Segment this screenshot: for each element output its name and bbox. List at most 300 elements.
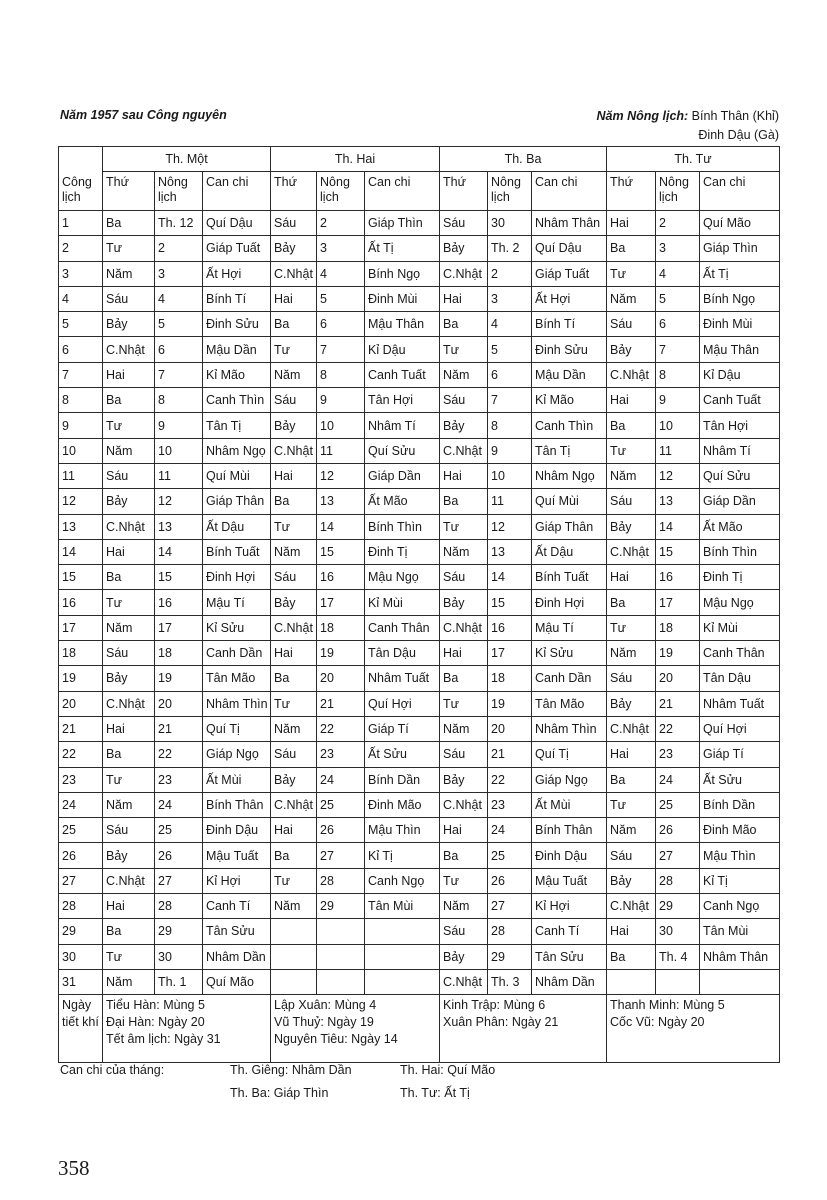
canchi-cell: Tân Hợi	[700, 413, 780, 438]
canchi-cell: Quí Dậu	[532, 236, 607, 261]
weekday-cell: C.Nhật	[271, 615, 317, 640]
canchi-cell: Đinh Mùi	[700, 312, 780, 337]
table-row	[59, 919, 780, 944]
gregorian-day-cell: 11	[59, 463, 103, 488]
canchi-cell: Bính Tuất	[532, 565, 607, 590]
solar-term: Đại Hàn: Ngày 20	[106, 1015, 205, 1030]
canchi-cell: Mậu Tuất	[532, 868, 607, 893]
lunar-day-cell	[656, 969, 700, 994]
weekday-cell: Ba	[271, 489, 317, 514]
weekday-cell: Bảy	[440, 413, 488, 438]
canchi-cell: Canh Thìn	[532, 413, 607, 438]
lunar-day-cell: 9	[656, 388, 700, 413]
canchi-cell: Ất Mão	[365, 489, 440, 514]
table-row	[59, 236, 780, 261]
weekday-cell: Sáu	[607, 666, 656, 691]
weekday-cell: Ba	[271, 666, 317, 691]
canchi-cell: Canh Tí	[532, 919, 607, 944]
lunar-day-cell: 4	[488, 312, 532, 337]
weekday-cell	[271, 944, 317, 969]
table-row	[59, 843, 780, 868]
canchi-cell: Nhâm Thân	[700, 944, 780, 969]
canchi-cell: Quí Tị	[532, 742, 607, 767]
canchi-cell: Canh Thân	[365, 615, 440, 640]
weekday-cell: Ba	[271, 312, 317, 337]
canchi-cell: Bính Tí	[203, 286, 271, 311]
lunar-day-cell: 13	[317, 489, 365, 514]
canchi-header: Can chi	[365, 172, 440, 211]
lunar-day-cell: 14	[488, 565, 532, 590]
weekday-cell: C.Nhật	[440, 969, 488, 994]
gregorian-day-cell: 1	[59, 211, 103, 236]
table-row	[59, 337, 780, 362]
canchi-header: Can chi	[532, 172, 607, 211]
gregorian-day-cell: 17	[59, 615, 103, 640]
weekday-header: Thứ	[440, 172, 488, 211]
table-row	[59, 514, 780, 539]
lunar-day-cell: 24	[488, 818, 532, 843]
canchi-cell: Đinh Dậu	[532, 843, 607, 868]
weekday-cell: Tư	[103, 413, 155, 438]
canchi-cell: Ất Tị	[700, 261, 780, 286]
weekday-cell: Năm	[440, 362, 488, 387]
lunar-day-cell	[317, 944, 365, 969]
weekday-cell: Bảy	[271, 413, 317, 438]
weekday-cell: Bảy	[103, 489, 155, 514]
lunar-day-cell	[317, 969, 365, 994]
lunar-day-cell: 28	[488, 919, 532, 944]
canchi-cell: Tân Mùi	[700, 919, 780, 944]
weekday-header: Thứ	[607, 172, 656, 211]
calendar-table	[58, 146, 780, 1063]
canchi-cell: Giáp Ngọ	[203, 742, 271, 767]
weekday-cell: Tư	[440, 337, 488, 362]
lunar-year-label: Năm Nông lịch:	[596, 109, 689, 123]
table-row	[59, 286, 780, 311]
solar-term: Kinh Trập: Mùng 6	[443, 998, 546, 1013]
canchi-cell: Bính Thìn	[365, 514, 440, 539]
gregorian-day-cell: 5	[59, 312, 103, 337]
table-row	[59, 716, 780, 741]
canchi-cell: Quí Sửu	[365, 438, 440, 463]
lunar-day-cell: 10	[317, 413, 365, 438]
lunar-day-cell: 9	[155, 413, 203, 438]
canchi-cell: Tân Mão	[532, 691, 607, 716]
lunar-day-cell: 17	[155, 615, 203, 640]
weekday-cell: Hai	[103, 362, 155, 387]
canchi-cell: Quí Mão	[203, 969, 271, 994]
weekday-cell: Năm	[271, 539, 317, 564]
solar-term: Tiểu Hàn: Mùng 5	[106, 998, 205, 1013]
canchi-cell: Giáp Thân	[203, 489, 271, 514]
gregorian-day-cell: 16	[59, 590, 103, 615]
canchi-cell: Mậu Tí	[532, 615, 607, 640]
gregorian-day-cell: 9	[59, 413, 103, 438]
weekday-cell: Bảy	[103, 312, 155, 337]
canchi-cell: Nhâm Dần	[532, 969, 607, 994]
canchi-cell: Mậu Thìn	[365, 818, 440, 843]
weekday-cell: Năm	[607, 818, 656, 843]
lunar-day-cell: Th. 4	[656, 944, 700, 969]
lunar-day-cell: 7	[488, 388, 532, 413]
lunar-day-cell: 18	[155, 641, 203, 666]
lunar-day-cell: 27	[317, 843, 365, 868]
lunar-day-cell: 12	[317, 463, 365, 488]
lunar-day-cell: 6	[488, 362, 532, 387]
lunar-day-cell: 24	[317, 767, 365, 792]
lunar-day-cell: 9	[488, 438, 532, 463]
lunar-day-cell	[317, 919, 365, 944]
weekday-cell: Năm	[607, 286, 656, 311]
lunar-day-cell: 23	[656, 742, 700, 767]
weekday-cell: Năm	[103, 615, 155, 640]
gregorian-year-title: Năm 1957 sau Công nguyên	[60, 108, 227, 122]
weekday-cell: Tư	[607, 615, 656, 640]
canchi-cell: Mậu Tí	[203, 590, 271, 615]
gregorian-day-cell: 2	[59, 236, 103, 261]
weekday-cell: Năm	[607, 641, 656, 666]
canchi-cell: Đinh Hợi	[532, 590, 607, 615]
month-header: Th. Tư	[607, 147, 780, 172]
table-row	[59, 894, 780, 919]
weekday-cell: Năm	[271, 716, 317, 741]
lunar-day-cell: 2	[656, 211, 700, 236]
canchi-cell: Ất Tị	[365, 236, 440, 261]
weekday-cell: Hai	[440, 641, 488, 666]
table-row	[59, 463, 780, 488]
weekday-cell: Tư	[271, 691, 317, 716]
canchi-cell: Kỉ Sửu	[203, 615, 271, 640]
lunar-day-cell: 24	[155, 792, 203, 817]
weekday-cell: Ba	[440, 666, 488, 691]
canchi-cell: Giáp Dần	[700, 489, 780, 514]
weekday-cell: Năm	[271, 894, 317, 919]
canchi-cell: Nhâm Thân	[532, 211, 607, 236]
canchi-cell: Quí Mùi	[203, 463, 271, 488]
weekday-cell: Sáu	[440, 388, 488, 413]
weekday-cell: C.Nhật	[271, 438, 317, 463]
weekday-cell: Sáu	[271, 565, 317, 590]
lunar-day-cell: 29	[656, 894, 700, 919]
canchi-cell: Kỉ Mùi	[365, 590, 440, 615]
weekday-cell: Tư	[271, 514, 317, 539]
weekday-cell: Hai	[271, 463, 317, 488]
weekday-cell: C.Nhật	[271, 792, 317, 817]
lunar-day-cell: 18	[488, 666, 532, 691]
canchi-cell: Đinh Dậu	[203, 818, 271, 843]
lunar-day-cell: 16	[155, 590, 203, 615]
canchi-cell: Nhâm Tuất	[700, 691, 780, 716]
weekday-cell: Sáu	[440, 919, 488, 944]
canchi-cell: Giáp Tuất	[532, 261, 607, 286]
canchi-cell: Giáp Thìn	[365, 211, 440, 236]
canchi-cell: Quí Sửu	[700, 463, 780, 488]
lunar-day-cell: 18	[317, 615, 365, 640]
lunar-day-cell: 20	[488, 716, 532, 741]
canchi-cell: Canh Thân	[700, 641, 780, 666]
gregorian-day-cell: 19	[59, 666, 103, 691]
lunar-day-cell: 25	[155, 818, 203, 843]
lunar-day-cell: 15	[488, 590, 532, 615]
canchi-cell: Đinh Sửu	[203, 312, 271, 337]
lunar-day-cell: 12	[656, 463, 700, 488]
weekday-cell: Bảy	[440, 236, 488, 261]
canchi-cell: Ất Sửu	[365, 742, 440, 767]
canchi-cell: Nhâm Tuất	[365, 666, 440, 691]
weekday-cell: C.Nhật	[103, 868, 155, 893]
table-row	[59, 615, 780, 640]
month-header-row	[59, 147, 780, 172]
lunar-day-header: Nông lịch	[656, 172, 700, 211]
lunar-day-cell: 27	[488, 894, 532, 919]
monthly-canchi-item: Th. Ba: Giáp Thìn	[230, 1086, 329, 1100]
weekday-cell: Sáu	[271, 211, 317, 236]
lunar-day-cell: 17	[488, 641, 532, 666]
lunar-day-cell: 14	[317, 514, 365, 539]
canchi-cell: Canh Thìn	[203, 388, 271, 413]
lunar-day-cell: 17	[656, 590, 700, 615]
gregorian-day-cell: 31	[59, 969, 103, 994]
lunar-day-cell: 21	[317, 691, 365, 716]
canchi-cell: Bính Thân	[203, 792, 271, 817]
canchi-cell: Đinh Mão	[700, 818, 780, 843]
lunar-day-cell: 16	[656, 565, 700, 590]
weekday-cell: Năm	[271, 362, 317, 387]
lunar-day-cell: 21	[656, 691, 700, 716]
lunar-day-cell: 13	[488, 539, 532, 564]
lunar-day-cell: 8	[317, 362, 365, 387]
canchi-cell: Kỉ Hợi	[203, 868, 271, 893]
weekday-cell: Ba	[103, 565, 155, 590]
lunar-day-cell: 30	[488, 211, 532, 236]
lunar-day-cell: 7	[155, 362, 203, 387]
lunar-day-cell: 2	[155, 236, 203, 261]
monthly-canchi-label: Can chi của tháng:	[60, 1063, 165, 1077]
table-row	[59, 312, 780, 337]
lunar-day-cell: 20	[656, 666, 700, 691]
canchi-cell: Giáp Tí	[365, 716, 440, 741]
gregorian-day-cell: 23	[59, 767, 103, 792]
weekday-cell: Hai	[440, 463, 488, 488]
weekday-cell: Sáu	[103, 463, 155, 488]
lunar-day-cell: Th. 12	[155, 211, 203, 236]
lunar-day-cell: 9	[317, 388, 365, 413]
weekday-cell: Bảy	[103, 666, 155, 691]
canchi-cell: Giáp Tí	[700, 742, 780, 767]
weekday-cell: Hai	[607, 742, 656, 767]
solar-term: Lập Xuân: Mùng 4	[274, 998, 377, 1013]
lunar-day-cell: 14	[155, 539, 203, 564]
weekday-cell: Hai	[607, 211, 656, 236]
weekday-cell: Bảy	[271, 236, 317, 261]
page-number: 358	[58, 1156, 90, 1180]
lunar-day-cell: 6	[656, 312, 700, 337]
lunar-day-cell: 6	[155, 337, 203, 362]
solar-term: Nguyên Tiêu: Ngày 14	[274, 1032, 398, 1047]
weekday-cell: Năm	[607, 463, 656, 488]
canchi-cell: Kỉ Tị	[365, 843, 440, 868]
lunar-day-cell: 27	[155, 868, 203, 893]
weekday-cell: Năm	[103, 969, 155, 994]
canchi-cell: Giáp Tuất	[203, 236, 271, 261]
solar-terms-row	[59, 995, 780, 1063]
table-row	[59, 691, 780, 716]
table-row	[59, 944, 780, 969]
lunar-day-cell: 4	[656, 261, 700, 286]
gregorian-day-cell: 10	[59, 438, 103, 463]
monthly-canchi-item: Th. Hai: Quí Mão	[400, 1063, 496, 1077]
lunar-day-cell: 3	[656, 236, 700, 261]
canchi-cell: Tân Mão	[203, 666, 271, 691]
table-row	[59, 565, 780, 590]
weekday-cell: Hai	[271, 818, 317, 843]
weekday-cell: Hai	[103, 716, 155, 741]
canchi-cell: Ất Dậu	[532, 539, 607, 564]
weekday-cell: Tư	[103, 236, 155, 261]
weekday-cell: C.Nhật	[607, 894, 656, 919]
lunar-day-header: Nông lịch	[488, 172, 532, 211]
weekday-cell: C.Nhật	[103, 691, 155, 716]
lunar-day-cell: 12	[155, 489, 203, 514]
weekday-cell: C.Nhật	[440, 792, 488, 817]
lunar-day-cell: 11	[317, 438, 365, 463]
lunar-day-cell: 19	[488, 691, 532, 716]
weekday-cell: Hai	[271, 641, 317, 666]
canchi-cell: Mậu Dần	[203, 337, 271, 362]
lunar-day-cell: 15	[155, 565, 203, 590]
lunar-day-cell: 26	[656, 818, 700, 843]
weekday-header: Thứ	[271, 172, 317, 211]
table-row	[59, 362, 780, 387]
weekday-cell: Bảy	[103, 843, 155, 868]
canchi-cell: Nhâm Thìn	[203, 691, 271, 716]
table-row	[59, 489, 780, 514]
weekday-cell: Năm	[103, 438, 155, 463]
lunar-day-cell: 4	[155, 286, 203, 311]
table-row	[59, 641, 780, 666]
weekday-cell: Tư	[103, 944, 155, 969]
table-row	[59, 413, 780, 438]
canchi-cell: Tân Mùi	[365, 894, 440, 919]
canchi-cell: Đinh Mùi	[365, 286, 440, 311]
canchi-cell: Mậu Tuất	[203, 843, 271, 868]
weekday-cell	[607, 969, 656, 994]
gregorian-day-cell: 3	[59, 261, 103, 286]
solar-term: Thanh Minh: Mùng 5	[610, 998, 725, 1013]
weekday-cell: Tư	[607, 792, 656, 817]
lunar-day-header: Nông lịch	[317, 172, 365, 211]
solar-terms-label: Ngày tiết khí	[59, 995, 103, 1063]
lunar-day-cell: 4	[317, 261, 365, 286]
table-row	[59, 666, 780, 691]
table-row	[59, 792, 780, 817]
canchi-cell: Tân Tị	[203, 413, 271, 438]
weekday-cell: Ba	[103, 211, 155, 236]
canchi-cell: Canh Ngọ	[700, 894, 780, 919]
canchi-cell: Kỉ Mão	[203, 362, 271, 387]
canchi-cell: Mậu Ngọ	[700, 590, 780, 615]
canchi-cell: Tân Dậu	[700, 666, 780, 691]
gregorian-day-cell: 13	[59, 514, 103, 539]
corner-cell	[59, 147, 103, 172]
weekday-cell: Bảy	[607, 514, 656, 539]
weekday-cell: C.Nhật	[103, 514, 155, 539]
lunar-day-cell: 26	[317, 818, 365, 843]
canchi-cell: Quí Mùi	[532, 489, 607, 514]
gregorian-day-cell: 28	[59, 894, 103, 919]
lunar-day-cell: Th. 2	[488, 236, 532, 261]
weekday-cell: Bảy	[607, 337, 656, 362]
weekday-cell: Bảy	[440, 590, 488, 615]
weekday-cell: Ba	[607, 413, 656, 438]
weekday-cell: Sáu	[440, 742, 488, 767]
weekday-cell: Năm	[103, 261, 155, 286]
weekday-cell: Ba	[271, 843, 317, 868]
canchi-cell: Bính Tuất	[203, 539, 271, 564]
canchi-cell: Bính Ngọ	[365, 261, 440, 286]
weekday-cell: Tư	[440, 514, 488, 539]
canchi-cell: Kỉ Hợi	[532, 894, 607, 919]
lunar-day-cell: 18	[656, 615, 700, 640]
canchi-cell: Mậu Thân	[365, 312, 440, 337]
lunar-day-cell: 29	[155, 919, 203, 944]
table-row	[59, 818, 780, 843]
gregorian-day-cell: 15	[59, 565, 103, 590]
lunar-day-cell: 22	[488, 767, 532, 792]
weekday-cell: Hai	[103, 539, 155, 564]
canchi-cell: Giáp Ngọ	[532, 767, 607, 792]
lunar-day-cell: 20	[155, 691, 203, 716]
weekday-cell: Ba	[440, 312, 488, 337]
solar-terms-month-3	[440, 995, 607, 1063]
lunar-day-cell: 15	[656, 539, 700, 564]
weekday-cell: Bảy	[607, 691, 656, 716]
canchi-cell: Bính Ngọ	[700, 286, 780, 311]
weekday-cell: Tư	[440, 691, 488, 716]
lunar-day-cell: 10	[488, 463, 532, 488]
gregorian-day-cell: 20	[59, 691, 103, 716]
lunar-day-cell: 28	[656, 868, 700, 893]
weekday-cell	[271, 919, 317, 944]
canchi-cell: Kỉ Mão	[532, 388, 607, 413]
weekday-cell: C.Nhật	[440, 261, 488, 286]
lunar-day-cell: 26	[488, 868, 532, 893]
weekday-cell: Năm	[103, 792, 155, 817]
lunar-day-cell: 10	[155, 438, 203, 463]
lunar-day-cell: 16	[488, 615, 532, 640]
lunar-day-cell: 27	[656, 843, 700, 868]
gregorian-day-cell: 14	[59, 539, 103, 564]
canchi-cell: Đinh Hợi	[203, 565, 271, 590]
gregorian-day-cell: 30	[59, 944, 103, 969]
solar-terms-month-4	[607, 995, 780, 1063]
lunar-day-cell: 8	[488, 413, 532, 438]
lunar-day-cell: 12	[488, 514, 532, 539]
gregorian-day-cell: 26	[59, 843, 103, 868]
lunar-day-cell: 29	[488, 944, 532, 969]
weekday-cell: Ba	[607, 944, 656, 969]
canchi-cell: Canh Dần	[532, 666, 607, 691]
solar-term: Vũ Thuỷ: Ngày 19	[274, 1015, 374, 1030]
canchi-cell: Bính Dần	[700, 792, 780, 817]
canchi-cell: Nhâm Tí	[365, 413, 440, 438]
lunar-day-cell: 8	[155, 388, 203, 413]
gregorian-day-cell: 12	[59, 489, 103, 514]
canchi-cell: Kỉ Tị	[700, 868, 780, 893]
month-header: Th. Ba	[440, 147, 607, 172]
canchi-cell: Tân Hợi	[365, 388, 440, 413]
lunar-day-cell: 17	[317, 590, 365, 615]
